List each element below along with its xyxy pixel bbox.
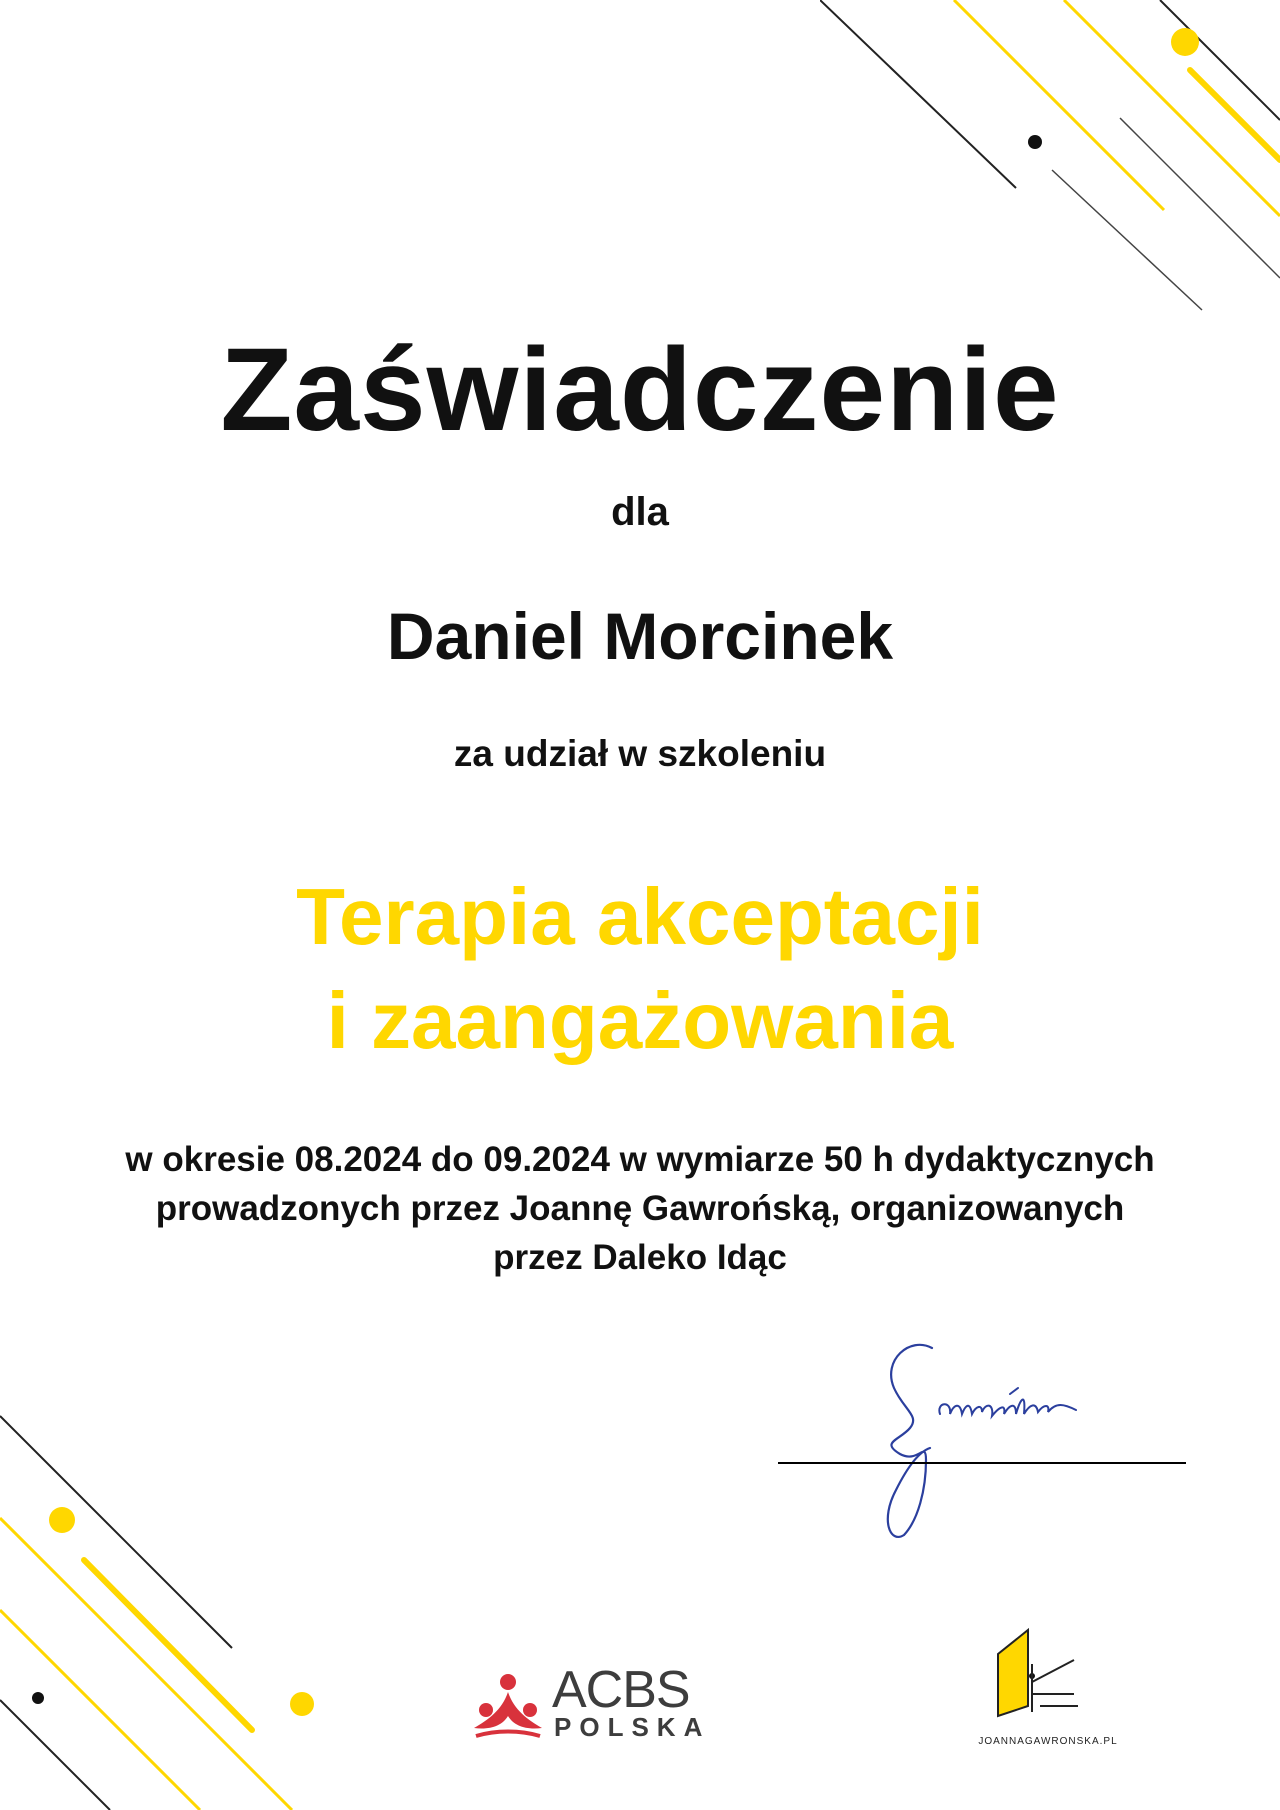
signature-line — [778, 1462, 1186, 1464]
course-description — [0, 1135, 1280, 1282]
acbs-subtitle: POLSKA — [554, 1712, 711, 1742]
course-title — [0, 865, 1280, 1073]
signature — [860, 1330, 1100, 1540]
for-label: dla — [611, 490, 669, 534]
recipient-name: Daniel Morcinek — [386, 599, 894, 673]
joanna-gawronska-url: JOANNAGAWRONSKA.PL — [978, 1736, 1118, 1747]
certificate-title: Zaświadczenie — [220, 324, 1060, 456]
corner-decoration-bottom — [0, 1400, 340, 1810]
joanna-gawronska-logo — [968, 1620, 1128, 1760]
acbs-name: ACBS — [552, 1661, 690, 1719]
description-line: w okresie 08.2024 do 09.2024 w wymiarze 50 h dydaktycznych — [125, 1140, 1155, 1179]
acbs-polska-logo — [468, 1662, 718, 1742]
course-title-line: i zaangażowania — [326, 976, 954, 1065]
participation-text: za udział w szkoleniu — [453, 733, 827, 774]
joanna-gawronska-emblem-icon — [988, 1620, 1088, 1720]
acbs-emblem-icon — [468, 1670, 548, 1740]
corner-decoration-top — [820, 0, 1280, 320]
course-title-line: Terapia akceptacji — [296, 872, 984, 961]
description-line: prowadzonych przez Joannę Gawrońską, organizowanych — [155, 1189, 1125, 1228]
description-line: przez Daleko Idąc — [493, 1238, 787, 1277]
